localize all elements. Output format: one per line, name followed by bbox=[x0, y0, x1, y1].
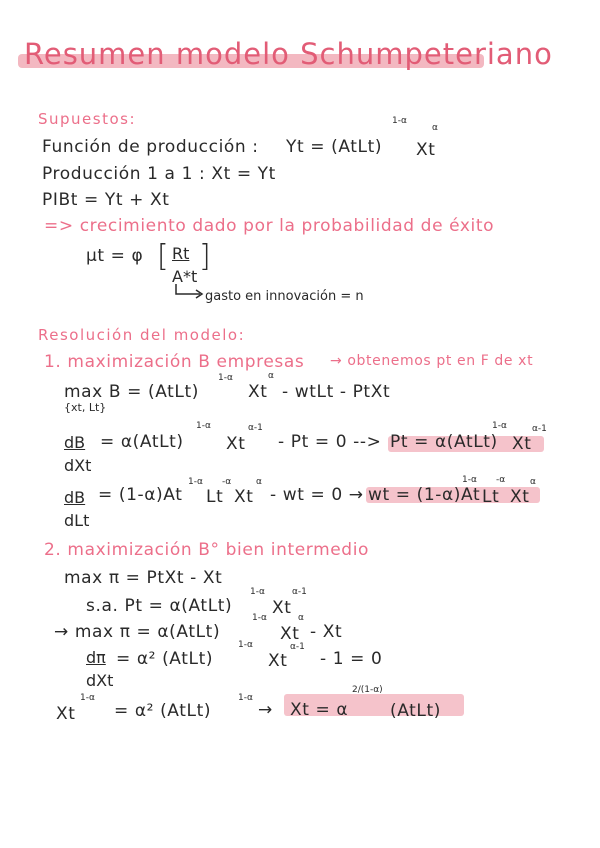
max-sub: {xt, Lt} bbox=[64, 401, 107, 414]
dpi-eq: = α² (AtLt) bbox=[116, 649, 214, 669]
dpi-exp1: 1-α bbox=[238, 640, 253, 650]
supuestos-heading: Supuestos: bbox=[38, 110, 137, 128]
max-line: max B = (AtLt) bbox=[64, 382, 199, 402]
dpi-den: dXt bbox=[86, 671, 114, 690]
wt-result-L: Lt bbox=[482, 487, 500, 507]
pt-result-exp1: 1-α bbox=[492, 421, 507, 431]
dB-dL-exp3: α bbox=[256, 477, 262, 487]
pt-result-x: Xt bbox=[512, 434, 532, 454]
uno-a-uno: Producción 1 a 1 : Xt = Yt bbox=[42, 164, 276, 184]
dB-dL-x: Xt bbox=[234, 487, 254, 507]
final-result-rest: (AtLt) bbox=[390, 701, 441, 721]
final-arrow: → bbox=[258, 700, 273, 720]
max-pi2-x: Xt bbox=[280, 624, 300, 644]
bracket-right: ] bbox=[199, 239, 211, 274]
final-mid-exp: 1-α bbox=[238, 693, 253, 703]
final-left: Xt bbox=[56, 704, 76, 724]
produccion-eq: Yt = (AtLt) bbox=[286, 137, 383, 157]
dpi-fraction bbox=[86, 648, 113, 690]
dB-dL-fraction bbox=[64, 488, 89, 530]
dB-dx-exp2: α-1 bbox=[248, 423, 263, 433]
dpi-exp2: α-1 bbox=[290, 642, 305, 652]
dB-dL-num: dB bbox=[64, 488, 86, 507]
gasto-note: gasto en innovación = n bbox=[205, 289, 364, 304]
dB-dx-eq: = α(AtLt) bbox=[100, 432, 184, 452]
sa-exp1: 1-α bbox=[250, 587, 265, 597]
max-pi2-exp2: α bbox=[298, 613, 304, 623]
page-title: Resumen modelo Schumpeteriano bbox=[24, 37, 553, 71]
step1-title: 1. maximización B empresas bbox=[44, 352, 305, 372]
bracket-left: [ bbox=[157, 239, 169, 274]
step2-title: 2. maximización B° bien intermedio bbox=[44, 540, 370, 560]
sa-exp2: α-1 bbox=[292, 587, 307, 597]
produccion-label: Función de producción : bbox=[42, 137, 259, 157]
dB-dx-x: Xt bbox=[226, 434, 246, 454]
dpi-rest: - 1 = 0 bbox=[320, 649, 383, 669]
final-result: Xt = α bbox=[290, 700, 349, 720]
max-exp1: 1-α bbox=[218, 373, 233, 383]
wt-result-x: Xt bbox=[510, 487, 530, 507]
dB-dL-L: Lt bbox=[206, 487, 224, 507]
wt-result-exp3: α bbox=[530, 477, 536, 487]
dB-dx-num: dB bbox=[64, 433, 86, 452]
dpi-x: Xt bbox=[268, 651, 288, 671]
produccion-exp2: α bbox=[432, 123, 438, 133]
sa-line: s.a. Pt = α(AtLt) bbox=[86, 596, 233, 616]
max-pi: max π = PtXt - Xt bbox=[64, 568, 223, 588]
pt-result-exp2: α-1 bbox=[532, 424, 547, 434]
mu-fraction bbox=[172, 244, 197, 286]
max-exp2: α bbox=[268, 371, 274, 381]
final-result-exp: 2/(1-α) bbox=[352, 685, 383, 695]
wt-result: wt = (1-α)At bbox=[368, 485, 481, 505]
gasto-arrow-icon bbox=[172, 284, 206, 300]
dB-dL-den: dLt bbox=[64, 511, 90, 530]
crecimiento-note: => crecimiento dado por la probabilidad de éxito bbox=[44, 216, 495, 236]
mu-num: Rt bbox=[172, 244, 190, 263]
mu-den: A*t bbox=[172, 267, 198, 286]
max-pi2-exp1: 1-α bbox=[252, 613, 267, 623]
resolucion-heading: Resolución del modelo: bbox=[38, 326, 246, 344]
produccion-exp1: 1-α bbox=[392, 116, 407, 126]
mu-eq: μt = φ bbox=[86, 246, 144, 266]
dB-dx-exp1: 1-α bbox=[196, 421, 211, 431]
dB-dx-rest: - Pt = 0 --> bbox=[278, 432, 382, 452]
dB-dL-exp1: 1-α bbox=[188, 477, 203, 487]
pib-eq: PIBt = Yt + Xt bbox=[42, 190, 170, 210]
max-x: Xt bbox=[248, 382, 268, 402]
wt-result-exp1: 1-α bbox=[462, 475, 477, 485]
pt-result: Pt = α(AtLt) bbox=[390, 432, 498, 452]
dB-dL-exp2: -α bbox=[222, 477, 232, 487]
sa-x: Xt bbox=[272, 598, 292, 618]
step1-note: → obtenemos pt en F de xt bbox=[330, 353, 534, 369]
final-mid: = α² (AtLt) bbox=[114, 701, 212, 721]
max-pi2-rest: - Xt bbox=[310, 622, 343, 642]
dB-dx-den: dXt bbox=[64, 456, 92, 475]
dB-dL-eq: = (1-α)At bbox=[98, 485, 183, 505]
dpi-num: dπ bbox=[86, 648, 106, 667]
produccion-x: Xt bbox=[416, 140, 436, 160]
final-left-exp: 1-α bbox=[80, 693, 95, 703]
wt-result-exp2: -α bbox=[496, 475, 506, 485]
dB-dL-rest: - wt = 0 → bbox=[270, 485, 364, 505]
max-rest: - wtLt - PtXt bbox=[282, 382, 391, 402]
max-pi2: → max π = α(AtLt) bbox=[54, 622, 221, 642]
dB-dx-fraction bbox=[64, 433, 91, 475]
